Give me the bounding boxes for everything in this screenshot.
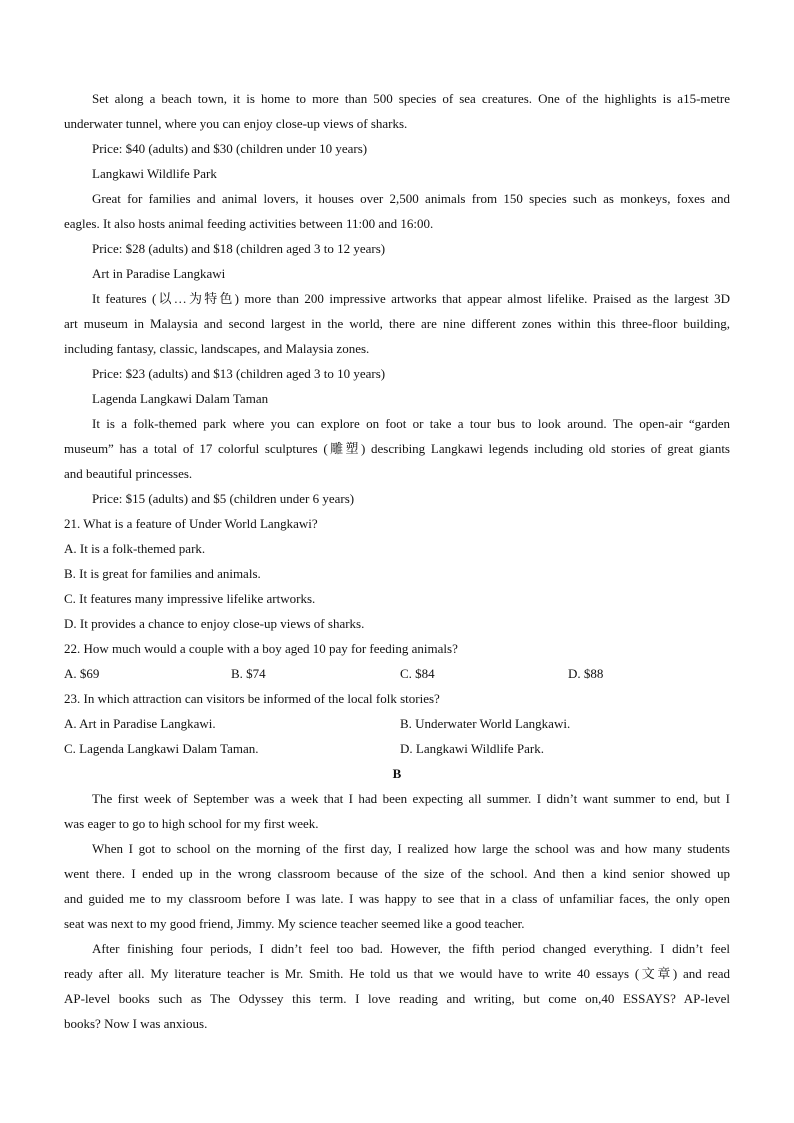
paragraph-line: It is a folk-themed park where you can explore on foot or take a tour bus to look around. The open-air “garden	[92, 416, 730, 431]
paragraph-line: eagles. It also hosts animal feeding activities between 11:00 and 16:00.	[64, 216, 434, 231]
paragraph-line: seat was next to my good friend, Jimmy. My science teacher seemed like a good teacher.	[64, 916, 525, 931]
answer-option: B. $74	[231, 666, 266, 681]
paragraph-line: Set along a beach town, it is home to more than 500 species of sea creatures. One of the highlights is a15-metre	[92, 91, 730, 106]
paragraph-line: Great for families and animal lovers, it houses over 2,500 animals from 150 species such as monkeys, foxes and	[92, 191, 730, 206]
answer-options-row	[64, 661, 730, 686]
answer-option: C. It features many impressive lifelike artworks.	[64, 591, 316, 606]
paragraph-line: books? Now I was anxious.	[64, 1016, 208, 1031]
paragraph-line: When I got to school on the morning of the first day, I realized how large the school was and how many students	[92, 841, 730, 856]
paragraph-line: and beautiful princesses.	[64, 466, 193, 481]
answer-option: A. It is a folk-themed park.	[64, 541, 206, 556]
paragraph-line: museum” has a total of 17 colorful sculptures (雕塑) describing Langkawi legends including old stories of great giants	[64, 441, 730, 456]
paragraph-line: including fantasy, classic, landscapes, and Malaysia zones.	[64, 341, 370, 356]
paragraph-line: went there. I ended up in the wrong classroom because of the size of the school. And then a kind senior showed up	[64, 866, 730, 881]
paragraph-line: AP-level books such as The Odyssey this term. I love reading and writing, but come on,40 ESSAYS? AP-level	[64, 991, 730, 1006]
answer-options-row	[64, 711, 730, 736]
paragraph-line: It features (以…为特色) more than 200 impressive artworks that appear almost lifelike. Praised as the largest 3D	[92, 291, 730, 306]
answer-option: C. Lagenda Langkawi Dalam Taman.	[64, 741, 259, 756]
question-stem: 21. What is a feature of Under World Langkawi?	[64, 516, 318, 531]
question-stem: 22. How much would a couple with a boy aged 10 pay for feeding animals?	[64, 641, 458, 656]
paragraph-line: art museum in Malaysia and second largest in the world, there are nine different zones within this three-floor building,	[64, 316, 730, 331]
paragraph-line: After finishing four periods, I didn’t feel too bad. However, the fifth period changed everything. I didn’t feel	[92, 941, 730, 956]
question-stem: 23. In which attraction can visitors be informed of the local folk stories?	[64, 691, 440, 706]
price-line: Price: $40 (adults) and $30 (children under 10 years)	[92, 141, 368, 156]
document-page	[0, 86, 794, 1036]
answer-options-row	[64, 736, 730, 761]
answer-option: B. Underwater World Langkawi.	[400, 716, 571, 731]
answer-option: D. It provides a chance to enjoy close-up views of sharks.	[64, 616, 365, 631]
price-line: Price: $15 (adults) and $5 (children under 6 years)	[92, 491, 355, 506]
answer-option: A. Art in Paradise Langkawi.	[64, 716, 216, 731]
section-heading: B	[392, 766, 402, 781]
attraction-title: Art in Paradise Langkawi	[92, 266, 226, 281]
answer-option: D. $88	[568, 666, 604, 681]
answer-option: D. Langkawi Wildlife Park.	[400, 741, 545, 756]
paragraph-line: The first week of September was a week that I had been expecting all summer. I didn’t want summer to end, but I	[92, 791, 730, 806]
attraction-title: Lagenda Langkawi Dalam Taman	[92, 391, 269, 406]
paragraph-line: was eager to go to high school for my first week.	[64, 816, 319, 831]
answer-option: C. $84	[400, 666, 435, 681]
answer-option: A. $69	[64, 666, 100, 681]
price-line: Price: $23 (adults) and $13 (children aged 3 to 10 years)	[92, 366, 386, 381]
paragraph-line: underwater tunnel, where you can enjoy close-up views of sharks.	[64, 116, 408, 131]
attraction-title: Langkawi Wildlife Park	[92, 166, 217, 181]
price-line: Price: $28 (adults) and $18 (children aged 3 to 12 years)	[92, 241, 386, 256]
answer-option: B. It is great for families and animals.	[64, 566, 261, 581]
paragraph-line: ready after all. My literature teacher is Mr. Smith. He told us that we would have to write 40 essays (文章) and read	[64, 966, 730, 981]
paragraph-line: and guided me to my classroom before I was late. I was happy to see that in a class of unfamiliar faces, the only open	[64, 891, 730, 906]
